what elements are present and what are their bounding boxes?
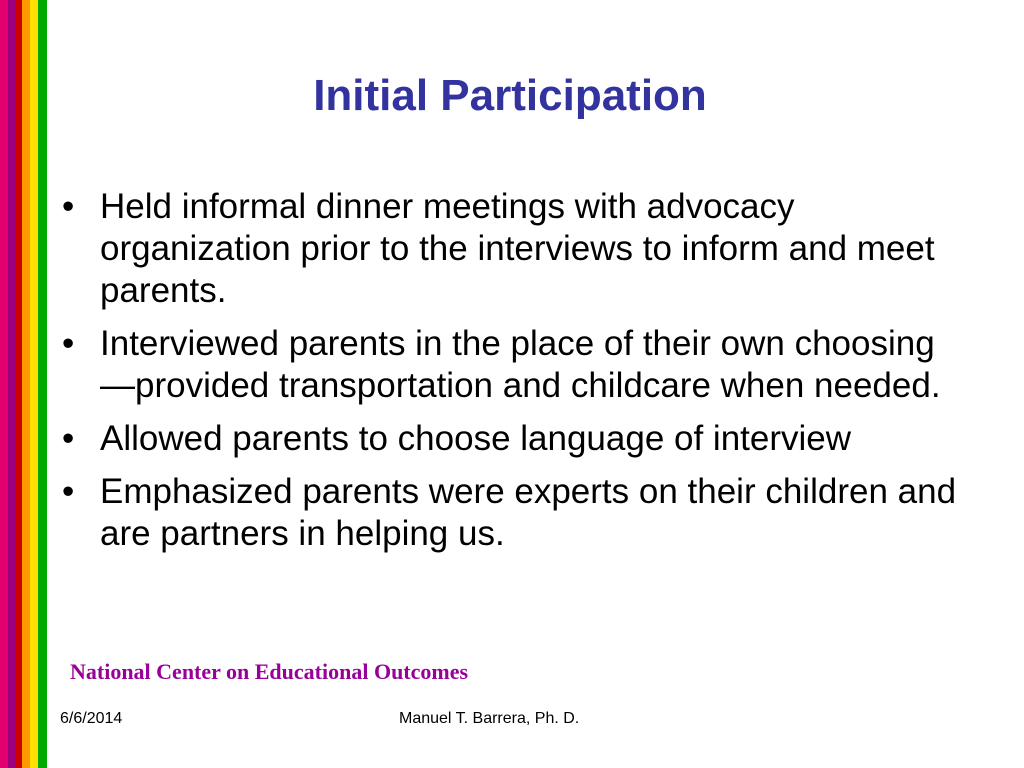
- bullet-marker: •: [62, 419, 75, 458]
- slide-title: Initial Participation: [313, 71, 707, 120]
- bullet-marker: •: [62, 187, 75, 226]
- bullet-item: [58, 323, 968, 407]
- organization-name: National Center on Educational Outcomes: [70, 659, 469, 684]
- bullet-marker: •: [62, 472, 75, 511]
- bullet-text: Emphasized parents were experts on their children and are partners in helping us.: [100, 472, 957, 553]
- bullet-text: Interviewed parents in the place of their own choosing—provided transportation and childcare when needed.: [100, 324, 941, 405]
- stripe-purple: [8, 0, 15, 768]
- bullet-item: [58, 418, 968, 460]
- footer-author: Manuel T. Barrera, Ph. D.: [399, 710, 580, 727]
- bullet-text: Held informal dinner meetings with advocacy organization prior to the interviews to inform and meet parents.: [100, 187, 935, 310]
- stripe-yellow: [30, 0, 38, 768]
- bullet-item: [58, 471, 968, 555]
- stripe-red: [15, 0, 22, 768]
- stripe-orange: [22, 0, 30, 768]
- bullet-text: Allowed parents to choose language of interview: [100, 419, 852, 458]
- stripe-green: [38, 0, 47, 768]
- footer-date: 6/6/2014: [60, 710, 123, 727]
- bullet-marker: •: [62, 324, 75, 363]
- bullet-list: [58, 186, 968, 566]
- stripe-pink: [0, 0, 8, 768]
- decorative-stripes: [0, 0, 47, 768]
- bullet-item: [58, 186, 968, 312]
